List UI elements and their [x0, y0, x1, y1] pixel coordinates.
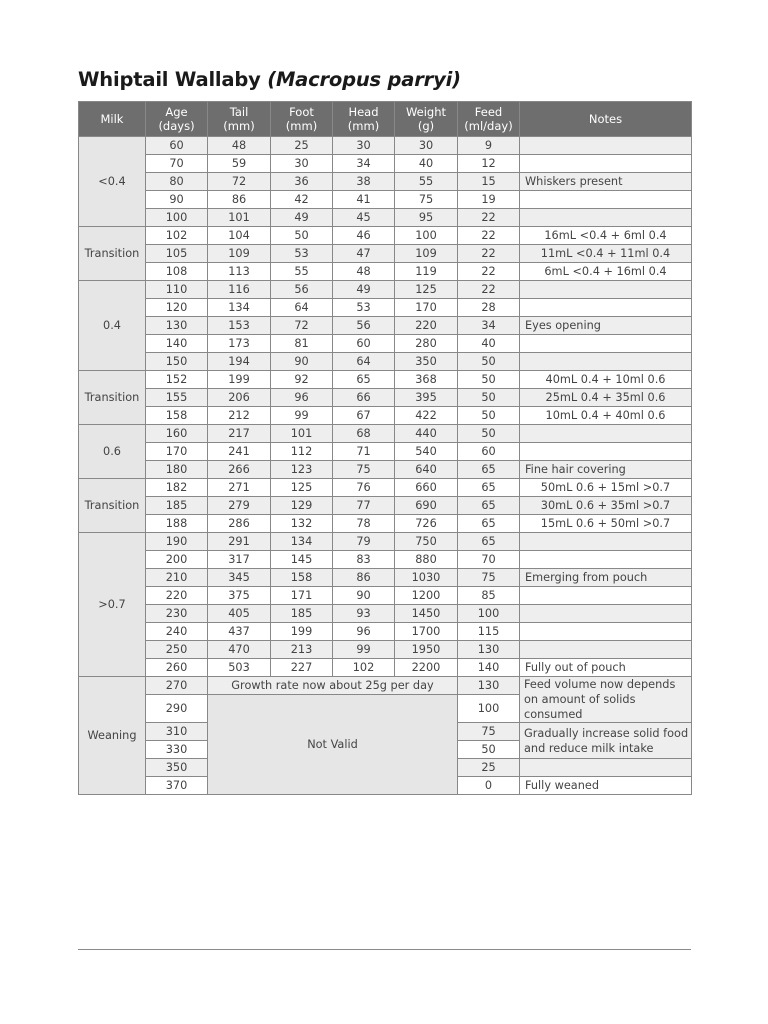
age-cell: 140 — [146, 335, 208, 353]
table-row — [79, 263, 692, 281]
tail-cell: 72 — [208, 173, 271, 191]
feed-cell: 22 — [458, 245, 520, 263]
header-head: Head (mm) — [333, 102, 395, 137]
tail-cell: 86 — [208, 191, 271, 209]
table-row — [79, 137, 692, 155]
weight-cell: 1030 — [395, 569, 458, 587]
tail-cell: 375 — [208, 587, 271, 605]
age-cell: 105 — [146, 245, 208, 263]
foot-cell: 90 — [271, 353, 333, 371]
header-feed: Feed (ml/day) — [458, 102, 520, 137]
foot-cell: 50 — [271, 227, 333, 245]
feed-cell: 130 — [458, 641, 520, 659]
foot-cell: 158 — [271, 569, 333, 587]
notes-cell — [520, 551, 692, 569]
notes-cell: Fine hair covering — [520, 461, 692, 479]
feed-cell: 28 — [458, 299, 520, 317]
foot-cell: 99 — [271, 407, 333, 425]
weight-cell: 95 — [395, 209, 458, 227]
notes-cell — [520, 759, 692, 777]
header-notes: Notes — [520, 102, 692, 137]
feed-cell: 75 — [458, 723, 520, 741]
notes-cell — [520, 533, 692, 551]
tail-cell: 271 — [208, 479, 271, 497]
notes-cell: 10mL 0.4 + 40ml 0.6 — [520, 407, 692, 425]
head-cell: 65 — [333, 371, 395, 389]
tail-cell: 345 — [208, 569, 271, 587]
notes-cell — [520, 191, 692, 209]
foot-cell: 49 — [271, 209, 333, 227]
tail-cell: 194 — [208, 353, 271, 371]
table-row — [79, 425, 692, 443]
tail-cell: 116 — [208, 281, 271, 299]
head-cell: 99 — [333, 641, 395, 659]
tail-cell: 279 — [208, 497, 271, 515]
header-foot: Foot (mm) — [271, 102, 333, 137]
notes-cell — [520, 443, 692, 461]
notes-cell — [520, 281, 692, 299]
age-cell: 120 — [146, 299, 208, 317]
notes-cell: 16mL <0.4 + 6ml 0.4 — [520, 227, 692, 245]
weight-cell: 395 — [395, 389, 458, 407]
notes-cell: Fully out of pouch — [520, 659, 692, 677]
notes-cell: Emerging from pouch — [520, 569, 692, 587]
age-cell: 60 — [146, 137, 208, 155]
weight-cell: 440 — [395, 425, 458, 443]
head-cell: 53 — [333, 299, 395, 317]
age-cell: 230 — [146, 605, 208, 623]
page-title — [78, 68, 461, 91]
table-row — [79, 173, 692, 191]
table-row — [79, 155, 692, 173]
notes-cell: Eyes opening — [520, 317, 692, 335]
title-species-name: (Macropus parryi) — [267, 68, 461, 91]
age-cell: 220 — [146, 587, 208, 605]
notes-cell: Feed volume now depends on amount of solids consumed — [520, 677, 692, 723]
tail-cell: 286 — [208, 515, 271, 533]
feed-cell: 9 — [458, 137, 520, 155]
foot-cell: 132 — [271, 515, 333, 533]
milk-group-cell: 0.6 — [79, 425, 146, 479]
foot-cell: 96 — [271, 389, 333, 407]
weight-cell: 280 — [395, 335, 458, 353]
head-cell: 76 — [333, 479, 395, 497]
header-tail: Tail (mm) — [208, 102, 271, 137]
notes-cell — [520, 641, 692, 659]
weight-cell: 640 — [395, 461, 458, 479]
header-row — [79, 102, 692, 137]
feed-cell: 50 — [458, 353, 520, 371]
weight-cell: 350 — [395, 353, 458, 371]
feed-cell: 25 — [458, 759, 520, 777]
table-row — [79, 317, 692, 335]
age-cell: 110 — [146, 281, 208, 299]
notes-cell — [520, 155, 692, 173]
weight-cell: 1200 — [395, 587, 458, 605]
feed-cell: 22 — [458, 263, 520, 281]
weight-cell: 109 — [395, 245, 458, 263]
milk-group-cell: Transition — [79, 479, 146, 533]
foot-cell: 199 — [271, 623, 333, 641]
notes-cell: 11mL <0.4 + 11ml 0.4 — [520, 245, 692, 263]
age-cell: 210 — [146, 569, 208, 587]
feed-cell: 65 — [458, 461, 520, 479]
notes-cell — [520, 587, 692, 605]
tail-cell: 206 — [208, 389, 271, 407]
age-cell: 70 — [146, 155, 208, 173]
tail-cell: 212 — [208, 407, 271, 425]
age-cell: 188 — [146, 515, 208, 533]
feed-cell: 85 — [458, 587, 520, 605]
feed-cell: 12 — [458, 155, 520, 173]
foot-cell: 129 — [271, 497, 333, 515]
head-cell: 75 — [333, 461, 395, 479]
table-row — [79, 515, 692, 533]
milk-group-cell: >0.7 — [79, 533, 146, 677]
foot-cell: 72 — [271, 317, 333, 335]
feed-cell: 100 — [458, 605, 520, 623]
milk-group-cell: Transition — [79, 227, 146, 281]
head-cell: 38 — [333, 173, 395, 191]
age-cell: 150 — [146, 353, 208, 371]
age-cell: 190 — [146, 533, 208, 551]
feed-cell: 65 — [458, 533, 520, 551]
head-cell: 77 — [333, 497, 395, 515]
tail-cell: 153 — [208, 317, 271, 335]
feed-cell: 115 — [458, 623, 520, 641]
table-row — [79, 659, 692, 677]
age-cell: 130 — [146, 317, 208, 335]
notes-cell — [520, 209, 692, 227]
tail-cell: 113 — [208, 263, 271, 281]
feed-cell: 22 — [458, 281, 520, 299]
notes-cell — [520, 299, 692, 317]
table-row — [79, 641, 692, 659]
not-valid-cell: Not Valid — [208, 695, 458, 795]
age-cell: 350 — [146, 759, 208, 777]
tail-cell: 266 — [208, 461, 271, 479]
table-row — [79, 479, 692, 497]
table-row — [79, 551, 692, 569]
notes-cell: 25mL 0.4 + 35ml 0.6 — [520, 389, 692, 407]
head-cell: 96 — [333, 623, 395, 641]
table-row — [79, 533, 692, 551]
header-age: Age (days) — [146, 102, 208, 137]
notes-cell: Whiskers present — [520, 173, 692, 191]
age-cell: 180 — [146, 461, 208, 479]
notes-cell — [520, 137, 692, 155]
notes-cell — [520, 623, 692, 641]
tail-cell: 173 — [208, 335, 271, 353]
feed-cell: 40 — [458, 335, 520, 353]
table-row — [79, 605, 692, 623]
header-weight: Weight (g) — [395, 102, 458, 137]
head-cell: 30 — [333, 137, 395, 155]
tail-cell: 241 — [208, 443, 271, 461]
table-row — [79, 227, 692, 245]
head-cell: 71 — [333, 443, 395, 461]
table-row — [79, 677, 692, 695]
age-cell: 170 — [146, 443, 208, 461]
head-cell: 34 — [333, 155, 395, 173]
tail-cell: 503 — [208, 659, 271, 677]
head-cell: 47 — [333, 245, 395, 263]
notes-cell — [520, 335, 692, 353]
age-cell: 160 — [146, 425, 208, 443]
age-cell: 185 — [146, 497, 208, 515]
head-cell: 41 — [333, 191, 395, 209]
notes-cell: 30mL 0.6 + 35ml >0.7 — [520, 497, 692, 515]
head-cell: 56 — [333, 317, 395, 335]
foot-cell: 56 — [271, 281, 333, 299]
head-cell: 78 — [333, 515, 395, 533]
table-row — [79, 245, 692, 263]
foot-cell: 125 — [271, 479, 333, 497]
age-cell: 260 — [146, 659, 208, 677]
notes-cell: 40mL 0.4 + 10ml 0.6 — [520, 371, 692, 389]
feed-cell: 130 — [458, 677, 520, 695]
feed-cell: 0 — [458, 777, 520, 795]
age-cell: 108 — [146, 263, 208, 281]
foot-cell: 101 — [271, 425, 333, 443]
feed-cell: 19 — [458, 191, 520, 209]
table-row — [79, 299, 692, 317]
weight-cell: 55 — [395, 173, 458, 191]
feed-cell: 50 — [458, 425, 520, 443]
tail-cell: 104 — [208, 227, 271, 245]
foot-cell: 123 — [271, 461, 333, 479]
feed-cell: 50 — [458, 741, 520, 759]
foot-cell: 25 — [271, 137, 333, 155]
head-cell: 60 — [333, 335, 395, 353]
table-row — [79, 443, 692, 461]
feed-cell: 50 — [458, 407, 520, 425]
feed-cell: 65 — [458, 515, 520, 533]
weight-cell: 1700 — [395, 623, 458, 641]
foot-cell: 185 — [271, 605, 333, 623]
age-cell: 155 — [146, 389, 208, 407]
feed-cell: 34 — [458, 317, 520, 335]
table-row — [79, 209, 692, 227]
tail-cell: 134 — [208, 299, 271, 317]
weight-cell: 170 — [395, 299, 458, 317]
tail-cell: 405 — [208, 605, 271, 623]
weight-cell: 30 — [395, 137, 458, 155]
milk-group-cell: <0.4 — [79, 137, 146, 227]
foot-cell: 171 — [271, 587, 333, 605]
weight-cell: 40 — [395, 155, 458, 173]
table-row — [79, 407, 692, 425]
table-row — [79, 587, 692, 605]
footer-divider — [78, 949, 691, 950]
age-cell: 310 — [146, 723, 208, 741]
foot-cell: 81 — [271, 335, 333, 353]
weight-cell: 1450 — [395, 605, 458, 623]
head-cell: 102 — [333, 659, 395, 677]
tail-cell: 101 — [208, 209, 271, 227]
foot-cell: 213 — [271, 641, 333, 659]
head-cell: 86 — [333, 569, 395, 587]
notes-cell — [520, 605, 692, 623]
weight-cell: 660 — [395, 479, 458, 497]
age-cell: 330 — [146, 741, 208, 759]
tail-cell: 317 — [208, 551, 271, 569]
weight-cell: 368 — [395, 371, 458, 389]
age-cell: 200 — [146, 551, 208, 569]
age-cell: 80 — [146, 173, 208, 191]
tail-cell: 199 — [208, 371, 271, 389]
feed-cell: 22 — [458, 227, 520, 245]
growth-rate-note: Growth rate now about 25g per day — [208, 677, 458, 695]
foot-cell: 64 — [271, 299, 333, 317]
age-cell: 182 — [146, 479, 208, 497]
head-cell: 64 — [333, 353, 395, 371]
weight-cell: 422 — [395, 407, 458, 425]
feed-cell: 60 — [458, 443, 520, 461]
weight-cell: 119 — [395, 263, 458, 281]
tail-cell: 291 — [208, 533, 271, 551]
table-row — [79, 497, 692, 515]
milk-group-cell: Weaning — [79, 677, 146, 795]
weight-cell: 750 — [395, 533, 458, 551]
milk-group-cell: Transition — [79, 371, 146, 425]
head-cell: 90 — [333, 587, 395, 605]
feed-cell: 100 — [458, 695, 520, 723]
age-cell: 102 — [146, 227, 208, 245]
feed-cell: 65 — [458, 479, 520, 497]
table-row — [79, 371, 692, 389]
foot-cell: 112 — [271, 443, 333, 461]
age-cell: 290 — [146, 695, 208, 723]
table-row — [79, 569, 692, 587]
weight-cell: 2200 — [395, 659, 458, 677]
foot-cell: 145 — [271, 551, 333, 569]
notes-cell: Gradually increase solid food and reduce milk intake — [520, 723, 692, 759]
foot-cell: 42 — [271, 191, 333, 209]
title-common-name: Whiptail Wallaby — [78, 68, 261, 91]
header-milk: Milk — [79, 102, 146, 137]
notes-cell: 15mL 0.6 + 50ml >0.7 — [520, 515, 692, 533]
foot-cell: 92 — [271, 371, 333, 389]
table-row — [79, 389, 692, 407]
tail-cell: 109 — [208, 245, 271, 263]
notes-cell — [520, 353, 692, 371]
weight-cell: 75 — [395, 191, 458, 209]
notes-cell: Fully weaned — [520, 777, 692, 795]
age-cell: 240 — [146, 623, 208, 641]
foot-cell: 134 — [271, 533, 333, 551]
age-cell: 370 — [146, 777, 208, 795]
head-cell: 93 — [333, 605, 395, 623]
tail-cell: 217 — [208, 425, 271, 443]
head-cell: 83 — [333, 551, 395, 569]
tail-cell: 470 — [208, 641, 271, 659]
age-cell: 90 — [146, 191, 208, 209]
head-cell: 48 — [333, 263, 395, 281]
head-cell: 46 — [333, 227, 395, 245]
foot-cell: 55 — [271, 263, 333, 281]
table-body — [79, 137, 692, 795]
age-cell: 152 — [146, 371, 208, 389]
tail-cell: 59 — [208, 155, 271, 173]
weight-cell: 690 — [395, 497, 458, 515]
feed-cell: 50 — [458, 371, 520, 389]
weight-cell: 880 — [395, 551, 458, 569]
age-cell: 158 — [146, 407, 208, 425]
table-row — [79, 191, 692, 209]
foot-cell: 53 — [271, 245, 333, 263]
feed-cell: 140 — [458, 659, 520, 677]
notes-cell: 6mL <0.4 + 16ml 0.4 — [520, 263, 692, 281]
weight-cell: 220 — [395, 317, 458, 335]
weight-cell: 125 — [395, 281, 458, 299]
age-cell: 270 — [146, 677, 208, 695]
feed-cell: 15 — [458, 173, 520, 191]
notes-cell — [520, 425, 692, 443]
weight-cell: 726 — [395, 515, 458, 533]
feed-cell: 50 — [458, 389, 520, 407]
tail-cell: 437 — [208, 623, 271, 641]
head-cell: 67 — [333, 407, 395, 425]
head-cell: 49 — [333, 281, 395, 299]
table-row — [79, 623, 692, 641]
foot-cell: 227 — [271, 659, 333, 677]
milk-group-cell: 0.4 — [79, 281, 146, 371]
weight-cell: 100 — [395, 227, 458, 245]
feed-cell: 70 — [458, 551, 520, 569]
weight-cell: 540 — [395, 443, 458, 461]
feed-cell: 65 — [458, 497, 520, 515]
growth-table — [78, 101, 692, 795]
head-cell: 45 — [333, 209, 395, 227]
table-row — [79, 281, 692, 299]
weight-cell: 1950 — [395, 641, 458, 659]
age-cell: 250 — [146, 641, 208, 659]
head-cell: 68 — [333, 425, 395, 443]
tail-cell: 48 — [208, 137, 271, 155]
notes-cell: 50mL 0.6 + 15ml >0.7 — [520, 479, 692, 497]
head-cell: 79 — [333, 533, 395, 551]
table-row — [79, 335, 692, 353]
feed-cell: 22 — [458, 209, 520, 227]
age-cell: 100 — [146, 209, 208, 227]
table-row — [79, 353, 692, 371]
feed-cell: 75 — [458, 569, 520, 587]
foot-cell: 30 — [271, 155, 333, 173]
head-cell: 66 — [333, 389, 395, 407]
foot-cell: 36 — [271, 173, 333, 191]
table-row — [79, 461, 692, 479]
